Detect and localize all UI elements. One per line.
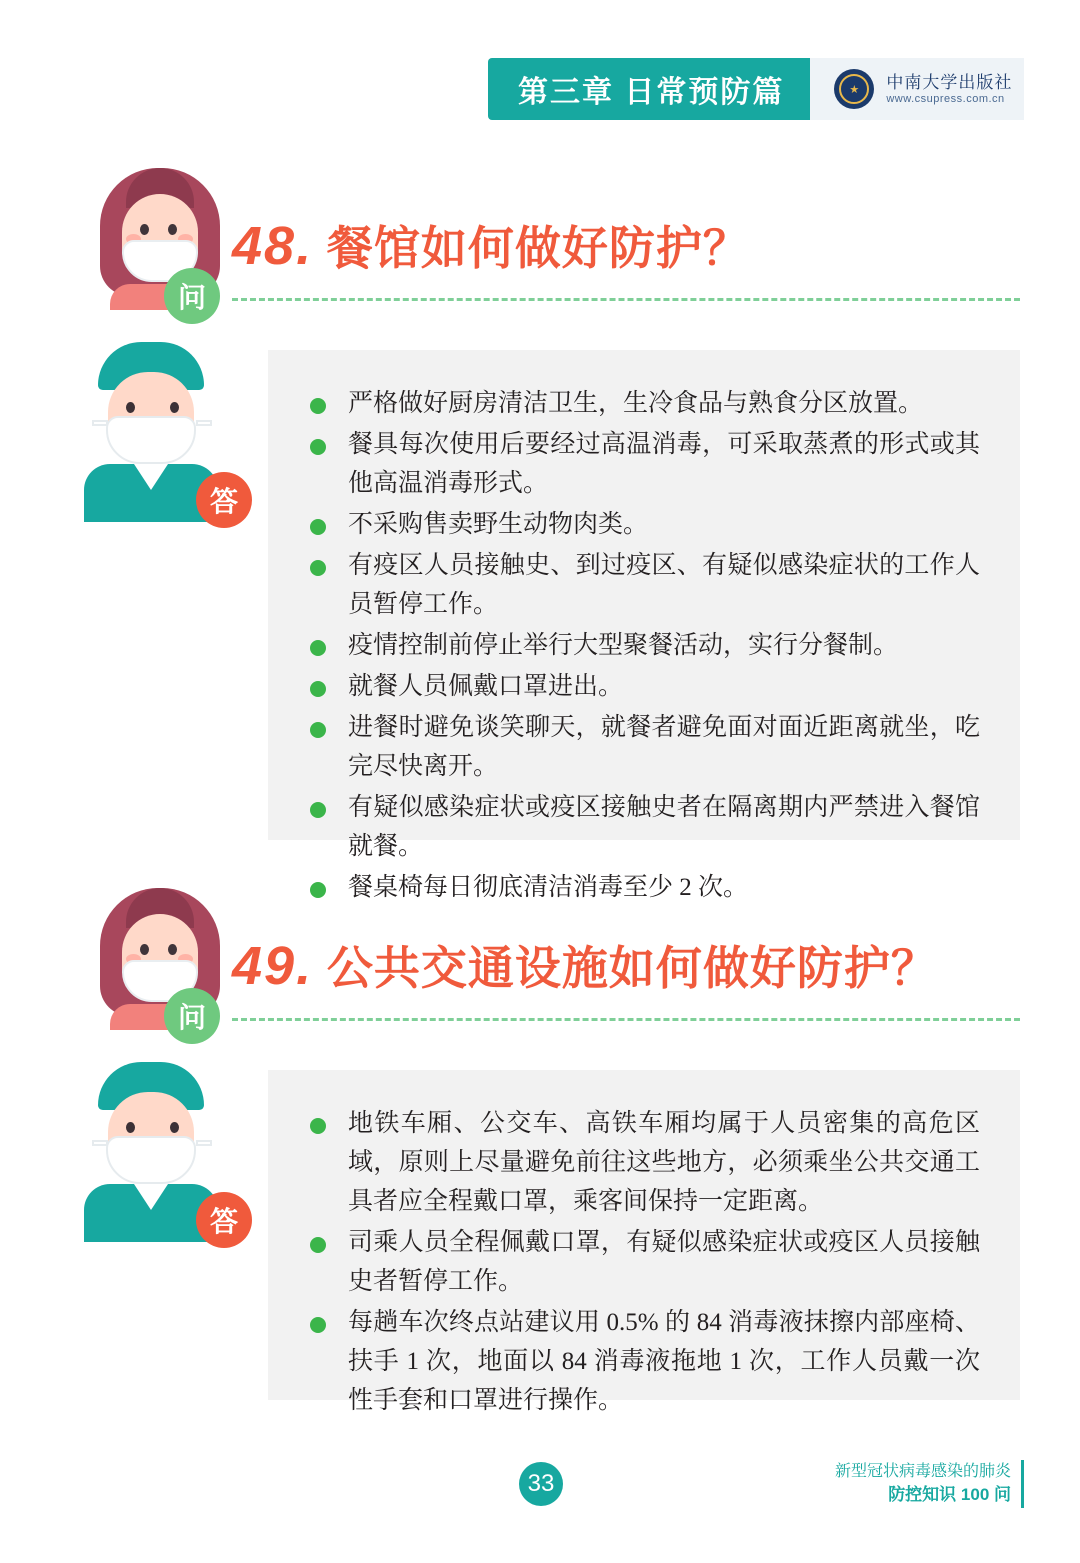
bullet-icon [310, 1237, 326, 1253]
list-item [304, 425, 980, 503]
press-seal-inner: ★ [839, 74, 869, 104]
answer-text: 餐具每次使用后要经过高温消毒，可采取蒸煮的形式或其他高温消毒形式。 [348, 431, 980, 497]
press-seal-icon [834, 69, 874, 109]
page-number: 33 [519, 1462, 563, 1506]
answer-text: 有疫区人员接触史、到过疫区、有疑似感染症状的工作人员暂停工作。 [348, 552, 980, 618]
answer-panel-48 [268, 350, 1020, 901]
answer-badge-49: 答 [196, 1192, 252, 1248]
answer-text: 疫情控制前停止举行大型聚餐活动，实行分餐制。 [348, 632, 899, 659]
question-number-48: 48. [232, 216, 314, 276]
list-item [304, 1303, 980, 1420]
footer-brand-line2: 防控知识 100 问 [888, 1485, 1011, 1505]
divider-48 [232, 298, 1020, 301]
question-badge: 问 [164, 988, 220, 1044]
bullet-icon [310, 722, 326, 738]
list-item [304, 626, 980, 665]
page-title-48 [232, 212, 750, 278]
question-text-48: 餐馆如何做好防护？ [326, 222, 750, 274]
question-badge: 问 [164, 268, 220, 324]
list-item [304, 505, 980, 544]
publisher-url: www.csupress.com.cn [886, 92, 1005, 105]
question-number-49: 49. [232, 936, 314, 996]
list-item [304, 546, 980, 624]
bullet-icon [310, 681, 326, 697]
answer-text: 有疑似感染症状或疫区接触史者在隔离期内严禁进入餐馆就餐。 [348, 794, 980, 860]
list-item [304, 708, 980, 786]
bullet-icon [310, 1317, 326, 1333]
answer-panel-49 [268, 1070, 1020, 1414]
qa-section-49 [0, 880, 1080, 1414]
question-row-48 [0, 160, 1080, 313]
bullet-icon [310, 802, 326, 818]
answer-text: 餐桌椅每日彻底清洁消毒至少 2 次。 [348, 874, 749, 901]
list-item [304, 384, 980, 423]
bullet-icon [310, 519, 326, 535]
answer-text: 地铁车厢、公交车、高铁车厢均属于人员密集的高危区域，原则上尽量避免前往这些地方，必须乘坐公共交通工具者应全程戴口罩，乘客间保持一定距离。 [348, 1110, 980, 1215]
publisher-text [886, 72, 1012, 107]
bullet-icon [310, 560, 326, 576]
answer-text: 严格做好厨房清洁卫生，生冷食品与熟食分区放置。 [348, 390, 924, 417]
qa-section-48 [0, 160, 1080, 901]
page-title-49 [232, 932, 938, 998]
list-item [304, 1223, 980, 1301]
divider-49 [232, 1018, 1020, 1021]
bullet-icon [310, 1118, 326, 1134]
publisher-block [810, 58, 1024, 120]
answer-text: 就餐人员佩戴口罩进出。 [348, 673, 624, 700]
footer-brand-line1: 新型冠状病毒感染的肺炎 [834, 1463, 1011, 1480]
bullet-icon [310, 398, 326, 414]
answer-badge-48: 答 [196, 472, 252, 528]
answer-text: 司乘人员全程佩戴口罩，有疑似感染症状或疫区人员接触史者暂停工作。 [348, 1229, 980, 1295]
chapter-title: 第三章 日常预防篇 [488, 58, 810, 120]
list-item [304, 788, 980, 866]
question-row-49 [0, 880, 1080, 1033]
answer-text: 进餐时避免谈笑聊天，就餐者避免面对面近距离就坐，吃完尽快离开。 [348, 714, 980, 780]
question-text-49: 公共交通设施如何做好防护？ [326, 942, 938, 994]
bullet-icon [310, 439, 326, 455]
answer-text: 每趟车次终点站建议用 0.5% 的 84 消毒液抹擦内部座椅、扶手 1 次，地面以 84 消毒液拖地 1 次，工作人员戴一次性手套和口罩进行操作。 [348, 1309, 980, 1414]
answer-text: 不采购售卖野生动物肉类。 [348, 511, 649, 538]
publisher-name: 中南大学出版社 [886, 72, 1013, 92]
list-item [304, 1104, 980, 1221]
bullet-icon [310, 640, 326, 656]
footer-brand [835, 1460, 1024, 1508]
page-header [488, 58, 1024, 130]
list-item [304, 667, 980, 706]
